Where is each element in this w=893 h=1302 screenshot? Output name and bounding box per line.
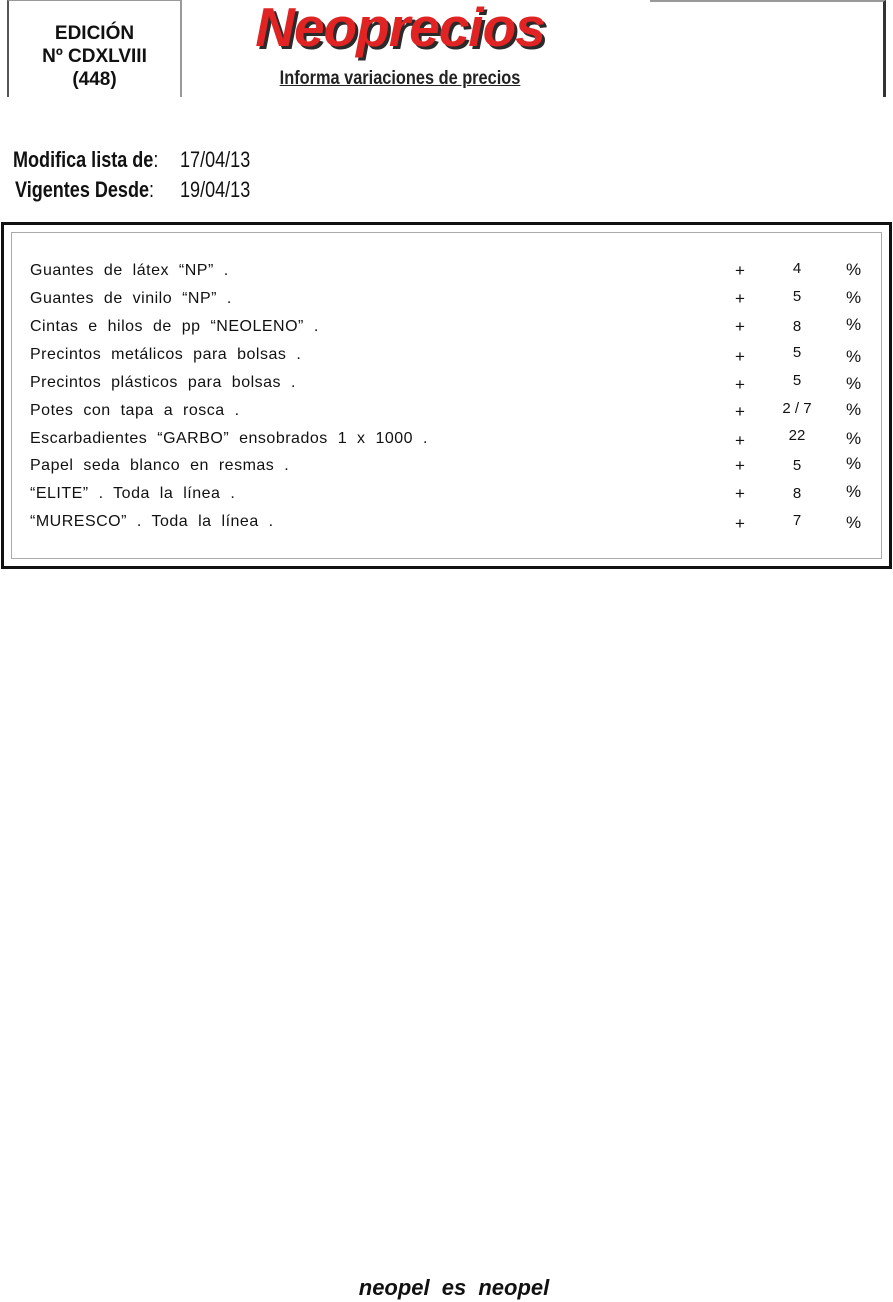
edition-box xyxy=(7,0,182,97)
price-row xyxy=(12,372,881,394)
product-name: Cintas e hilos de pp “NEOLENO” . xyxy=(30,318,319,335)
percent-sign: % xyxy=(846,513,862,532)
header-right-frame xyxy=(650,0,886,97)
percent-sign: % xyxy=(846,429,862,448)
modifica-date: 17/04/13 xyxy=(180,147,251,172)
product-name: “MURESCO” . Toda la línea . xyxy=(30,513,274,530)
increase-value: 5 xyxy=(792,457,802,474)
percent-sign: % xyxy=(846,315,862,334)
percent-sign: % xyxy=(846,260,862,279)
increase-sign: + xyxy=(735,347,745,366)
price-row xyxy=(12,344,881,366)
increase-sign: + xyxy=(735,402,745,421)
product-name: Precintos metálicos para bolsas . xyxy=(30,346,302,363)
tagline: Informa variaciones de precios xyxy=(279,68,521,89)
percent-sign: % xyxy=(846,454,862,473)
increase-value: 4 xyxy=(792,260,802,277)
edition-arabic-number: (448) xyxy=(72,69,117,90)
price-variations-inner xyxy=(11,232,882,559)
price-row xyxy=(12,428,881,450)
product-name: Guantes de vinilo “NP” . xyxy=(30,290,232,307)
dates-section xyxy=(13,145,251,205)
price-row xyxy=(12,260,881,282)
edition-number: Nº CDXLVIII xyxy=(42,46,147,67)
vigentes-row xyxy=(13,175,251,205)
brand-logo-text: Neoprecios xyxy=(255,0,545,58)
increase-sign: + xyxy=(735,484,745,503)
price-row xyxy=(12,483,881,505)
footer-slogan: neopel es neopel xyxy=(358,1275,550,1300)
price-row xyxy=(12,288,881,310)
product-name: Potes con tapa a rosca . xyxy=(30,402,240,419)
price-row xyxy=(12,400,881,422)
vigentes-date: 19/04/13 xyxy=(180,177,251,202)
product-name: Papel seda blanco en resmas . xyxy=(30,457,290,474)
modifica-row xyxy=(13,145,251,175)
increase-sign: + xyxy=(735,375,745,394)
price-variations-box xyxy=(1,222,892,569)
vigentes-label: Vigentes Desde: xyxy=(15,177,155,202)
increase-value: 8 xyxy=(792,318,802,335)
increase-value: 5 xyxy=(792,372,802,389)
percent-sign: % xyxy=(846,347,862,366)
modifica-label: Modifica lista de: xyxy=(13,147,159,172)
increase-value: 8 xyxy=(792,485,802,502)
increase-sign: + xyxy=(735,317,745,336)
price-row xyxy=(12,316,881,338)
price-row xyxy=(12,511,881,533)
percent-sign: % xyxy=(846,288,862,307)
percent-sign: % xyxy=(846,482,862,501)
increase-value: 2 / 7 xyxy=(782,400,812,417)
increase-sign: + xyxy=(735,289,745,308)
increase-sign: + xyxy=(735,456,745,475)
increase-value: 7 xyxy=(792,512,802,529)
edition-label: EDICIÓN xyxy=(54,23,135,44)
increase-value: 5 xyxy=(792,288,802,305)
increase-sign: + xyxy=(735,514,745,533)
percent-sign: % xyxy=(846,374,862,393)
increase-sign: + xyxy=(735,431,745,450)
product-name: Guantes de látex “NP” . xyxy=(30,262,229,279)
increase-value: 5 xyxy=(792,344,802,361)
product-name: Escarbadientes “GARBO” ensobrados 1 x 1000 . xyxy=(30,430,428,447)
product-name: Precintos plásticos para bolsas . xyxy=(30,374,296,391)
increase-value: 22 xyxy=(788,427,806,444)
increase-sign: + xyxy=(735,261,745,280)
product-name: “ELITE” . Toda la línea . xyxy=(30,485,236,502)
percent-sign: % xyxy=(846,400,862,419)
price-row xyxy=(12,455,881,477)
